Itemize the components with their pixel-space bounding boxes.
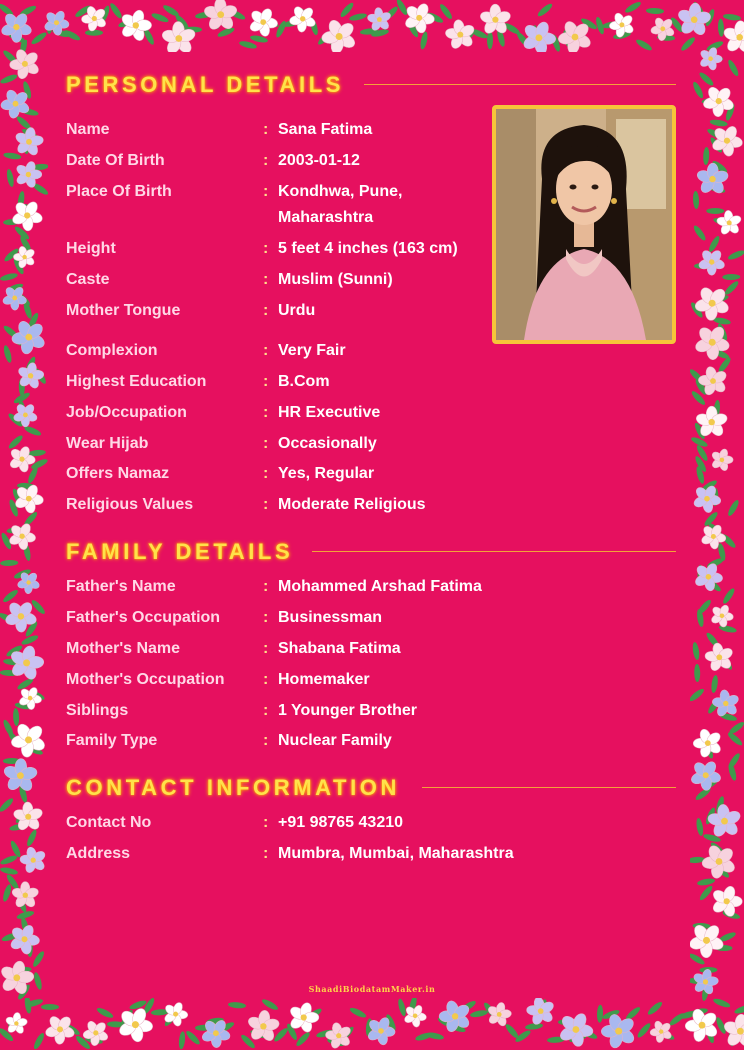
- leaf-icon: [691, 81, 705, 100]
- field-label: Job/Occupation: [66, 404, 187, 421]
- profile-photo: [492, 105, 676, 344]
- floral-border-right: [690, 40, 744, 1010]
- field-label: Complexion: [66, 342, 158, 359]
- flower-icon: [403, 2, 435, 34]
- leaf-icon: [20, 634, 39, 647]
- detail-row-address: [66, 841, 686, 863]
- field-value: +91 98765 43210: [278, 814, 404, 831]
- field-value: Homemaker: [278, 671, 370, 688]
- field-label: Contact No: [66, 814, 152, 831]
- leaf-icon: [6, 169, 15, 188]
- leaf-icon: [96, 1006, 115, 1020]
- field-value: Moderate Religious: [278, 496, 426, 513]
- field-label: Date Of Birth: [66, 152, 165, 169]
- leaf-icon: [646, 8, 664, 15]
- leaf-icon: [709, 119, 728, 128]
- flower-icon: [11, 200, 44, 232]
- flower-icon: [699, 46, 723, 71]
- personal-details-rule: [364, 84, 676, 85]
- leaf-icon: [734, 1003, 744, 1015]
- detail-row-mothers-name: [66, 636, 686, 658]
- leaf-icon: [32, 1032, 46, 1050]
- field-value: Nuclear Family: [278, 732, 392, 749]
- field-label: Height: [66, 240, 116, 257]
- portrait-image: [496, 109, 672, 340]
- leaf-icon: [7, 434, 24, 451]
- flower-icon: [44, 1014, 75, 1044]
- field-label: Mother's Occupation: [66, 671, 225, 688]
- flower-icon: [403, 1004, 427, 1028]
- family-details-rule: [312, 551, 676, 552]
- flower-icon: [0, 11, 33, 42]
- flower-icon: [367, 7, 392, 32]
- field-separator: :: [263, 702, 269, 719]
- flower-icon: [711, 124, 744, 157]
- field-separator: :: [263, 609, 269, 626]
- field-separator: :: [263, 302, 269, 319]
- flower-icon: [609, 12, 635, 38]
- field-label: Offers Namaz: [66, 465, 170, 482]
- field-label: Place Of Birth: [66, 183, 172, 200]
- leaf-icon: [636, 1022, 652, 1040]
- leaf-icon: [726, 59, 740, 78]
- leaf-icon: [718, 19, 725, 37]
- leaf-icon: [397, 998, 407, 1017]
- field-label: Family Type: [66, 732, 158, 749]
- detail-row-offers-namaz: [66, 461, 686, 483]
- field-value: Yes, Regular: [278, 465, 375, 482]
- field-value: Urdu: [278, 302, 316, 319]
- leaf-icon: [0, 73, 18, 85]
- field-separator: :: [263, 342, 269, 359]
- field-value: Occasionally: [278, 435, 377, 452]
- leaf-icon: [426, 1031, 445, 1041]
- field-value: Muslim (Sunni): [278, 271, 393, 288]
- leaf-icon: [349, 1006, 368, 1019]
- footer-watermark: ShaadiBiodatamMaker.in: [308, 984, 436, 994]
- leaf-icon: [0, 854, 18, 866]
- leaf-icon: [635, 38, 654, 52]
- leaf-icon: [85, 30, 103, 36]
- family-details-heading: FAMILY DETAILS: [66, 539, 294, 564]
- flower-icon: [161, 21, 197, 52]
- leaf-icon: [108, 2, 123, 20]
- flower-icon: [11, 319, 46, 355]
- leaf-icon: [31, 950, 46, 968]
- leaf-icon: [703, 147, 710, 165]
- detail-row-mothers-occupation: [66, 667, 686, 689]
- leaf-icon: [717, 356, 733, 374]
- leaf-icon: [0, 272, 18, 282]
- detail-row-highest-education: [66, 369, 686, 391]
- leaf-icon: [470, 1009, 489, 1018]
- leaf-icon: [239, 40, 258, 50]
- leaf-icon: [487, 31, 493, 49]
- field-label: Highest Education: [66, 373, 207, 390]
- detail-row-wear-hijab: [66, 431, 686, 453]
- flower-icon: [445, 19, 476, 50]
- detail-row-fathers-occupation: [66, 605, 686, 627]
- field-value: Kondhwa, Pune, Maharashtra: [278, 183, 403, 226]
- flower-icon: [203, 0, 239, 32]
- personal-details-heading: PERSONAL DETAILS: [66, 72, 345, 97]
- leaf-icon: [698, 884, 714, 902]
- leaf-icon: [721, 587, 736, 605]
- leaf-icon: [185, 1029, 202, 1046]
- flower-icon: [650, 1020, 673, 1043]
- field-separator: :: [263, 732, 269, 749]
- field-separator: :: [263, 435, 269, 452]
- contact-information-heading: CONTACT INFORMATION: [66, 775, 400, 800]
- field-separator: :: [263, 404, 269, 421]
- field-separator: :: [263, 121, 269, 138]
- leaf-icon: [710, 675, 718, 694]
- leaf-icon: [3, 152, 22, 161]
- flower-icon: [14, 483, 44, 514]
- field-value: B.Com: [278, 373, 330, 390]
- field-separator: :: [263, 271, 269, 288]
- field-label: Mother's Name: [66, 640, 181, 657]
- flower-icon: [558, 1011, 594, 1047]
- leaf-icon: [707, 235, 721, 254]
- field-separator: :: [263, 671, 269, 688]
- field-separator: :: [263, 814, 269, 831]
- field-separator: :: [263, 240, 269, 257]
- leaf-icon: [723, 13, 742, 21]
- leaf-icon: [597, 1005, 604, 1023]
- leaf-icon: [151, 12, 170, 24]
- leaf-icon: [0, 560, 18, 567]
- leaf-icon: [693, 191, 700, 209]
- detail-row-religious-values: [66, 492, 686, 514]
- field-value: Shabana Fatima: [278, 640, 401, 657]
- flower-icon: [716, 210, 742, 236]
- leaf-icon: [698, 71, 715, 88]
- leaf-icon: [41, 1004, 59, 1010]
- contact-information-rule: [422, 787, 676, 788]
- field-separator: :: [263, 465, 269, 482]
- leaf-icon: [697, 877, 716, 886]
- leaf-icon: [2, 588, 20, 604]
- field-separator: :: [263, 373, 269, 390]
- field-label: Siblings: [66, 702, 129, 719]
- flower-icon: [690, 760, 722, 791]
- flower-icon: [522, 20, 557, 52]
- leaf-icon: [726, 499, 740, 518]
- field-value: Mohammed Arshad Fatima: [278, 578, 482, 595]
- field-label: Father's Name: [66, 578, 176, 595]
- flower-icon: [479, 4, 512, 36]
- leaf-icon: [727, 763, 738, 782]
- detail-row-contact-no: [66, 810, 686, 832]
- leaf-icon: [228, 1001, 246, 1009]
- leaf-icon: [726, 731, 744, 747]
- field-value: 5 feet 4 inches (163 cm): [278, 240, 458, 257]
- detail-row-family-type: [66, 728, 686, 750]
- leaf-icon: [624, 0, 643, 14]
- field-value: Mumbra, Mumbai, Maharashtra: [278, 845, 514, 862]
- flower-icon: [712, 689, 740, 718]
- leaf-icon: [722, 274, 740, 280]
- leaf-icon: [30, 598, 47, 615]
- detail-row-fathers-name: [66, 574, 686, 596]
- field-separator: :: [263, 640, 269, 657]
- leaf-icon: [295, 1031, 312, 1048]
- leaf-icon: [261, 998, 280, 1012]
- field-separator: :: [263, 183, 269, 200]
- leaf-icon: [2, 345, 13, 364]
- leaf-icon: [419, 31, 429, 50]
- leaf-icon: [13, 708, 20, 726]
- field-value: Very Fair: [278, 342, 346, 359]
- flower-icon: [711, 885, 743, 918]
- leaf-icon: [646, 1000, 664, 1016]
- field-separator: :: [263, 496, 269, 513]
- flower-icon: [8, 522, 36, 550]
- leaf-icon: [727, 249, 744, 262]
- flower-icon: [8, 445, 35, 473]
- field-separator: :: [263, 578, 269, 595]
- field-value: Businessman: [278, 609, 383, 626]
- field-separator: :: [263, 845, 269, 862]
- flower-icon: [5, 1012, 28, 1035]
- field-label: Father's Occupation: [66, 609, 221, 626]
- field-label: Religious Values: [66, 496, 194, 513]
- flower-icon: [710, 604, 734, 628]
- field-value: 1 Younger Brother: [278, 702, 417, 719]
- flower-icon: [701, 844, 736, 880]
- flower-icon: [700, 523, 726, 549]
- flower-icon: [248, 7, 278, 37]
- leaf-icon: [1, 884, 12, 903]
- flower-icon: [14, 127, 44, 157]
- field-label: Wear Hijab: [66, 435, 149, 452]
- leaf-icon: [9, 840, 22, 859]
- leaf-icon: [178, 1031, 186, 1050]
- field-value: Sana Fatima: [278, 121, 373, 138]
- leaf-icon: [706, 208, 724, 214]
- leaf-icon: [536, 2, 554, 18]
- flower-icon: [710, 448, 733, 472]
- flower-icon: [20, 846, 47, 874]
- field-label: Name: [66, 121, 110, 138]
- field-value: 2003-01-12: [278, 152, 360, 169]
- detail-row-siblings: [66, 698, 686, 720]
- flower-icon: [698, 249, 726, 276]
- leaf-icon: [692, 224, 707, 242]
- field-label: Mother Tongue: [66, 302, 181, 319]
- leaf-icon: [0, 797, 15, 814]
- leaf-icon: [25, 829, 38, 848]
- floral-border-bottom: [0, 998, 744, 1050]
- field-label: Caste: [66, 271, 110, 288]
- flower-icon: [9, 924, 40, 956]
- flower-icon: [526, 998, 555, 1026]
- leaf-icon: [723, 280, 740, 297]
- field-label: Address: [66, 845, 131, 862]
- leaf-icon: [0, 866, 18, 876]
- field-value: HR Executive: [278, 404, 381, 421]
- detail-row-job-occupation: [66, 400, 686, 422]
- floral-border-top: [0, 0, 744, 52]
- field-separator: :: [263, 152, 269, 169]
- leaf-icon: [349, 12, 368, 22]
- leaf-icon: [24, 998, 32, 1014]
- flower-icon: [321, 18, 357, 52]
- floral-border-left: [0, 40, 48, 1010]
